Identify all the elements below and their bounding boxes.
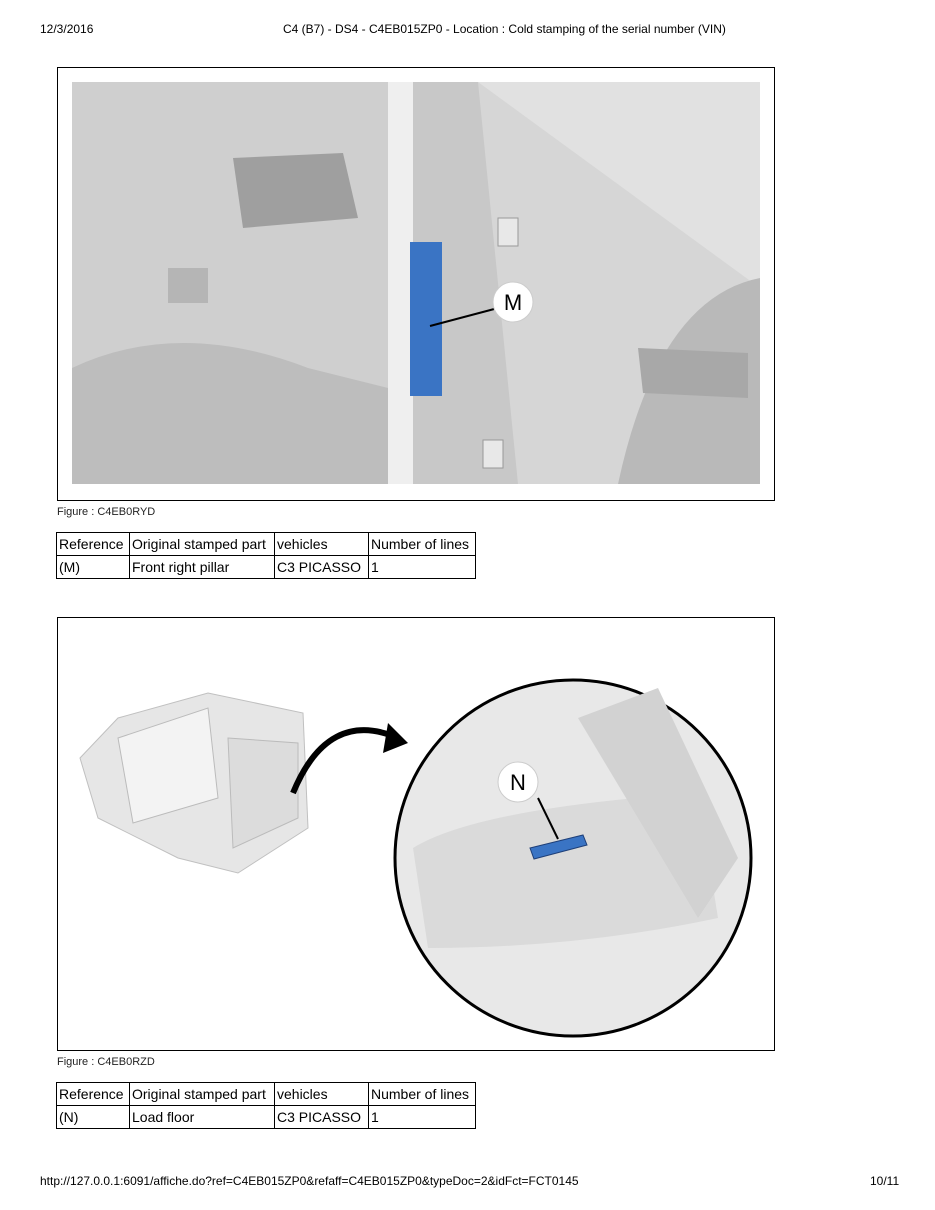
cell-stamped-part: Load floor <box>130 1106 275 1129</box>
header-reference: Reference <box>57 533 130 556</box>
page-number: 10/11 <box>870 1174 900 1188</box>
reference-table <box>56 1082 476 1129</box>
print-date: 12/3/2016 <box>40 22 94 36</box>
figure-front-right-pillar <box>57 67 775 501</box>
figure-load-floor <box>57 617 775 1051</box>
callout-m: M <box>503 290 523 315</box>
page-url: http://127.0.0.1:6091/affiche.do?ref=C4EB015ZP0&refaff=C4EB015ZP0&typeDoc=2&idFct=FCT0145 <box>40 1174 579 1188</box>
stamping-zone-m <box>410 242 442 396</box>
table-header-row <box>57 533 476 556</box>
header-number-of-lines: Number of lines <box>369 1083 476 1106</box>
header-stamped-part: Original stamped part <box>130 1083 275 1106</box>
cell-stamped-part: Front right pillar <box>130 556 275 579</box>
reference-table <box>56 532 476 579</box>
header-vehicles: vehicles <box>275 1083 369 1106</box>
page-title: C4 (B7) - DS4 - C4EB015ZP0 - Location : Cold stamping of the serial number (VIN) <box>283 22 726 36</box>
load-floor-illustration <box>58 618 774 1050</box>
cell-reference: (M) <box>57 556 130 579</box>
cell-vehicles: C3 PICASSO <box>275 556 369 579</box>
table-row <box>57 1106 476 1129</box>
header-number-of-lines: Number of lines <box>369 533 476 556</box>
pillar-illustration <box>58 68 774 500</box>
figure-caption: Figure : C4EB0RYD <box>57 506 156 518</box>
figure-caption: Figure : C4EB0RZD <box>57 1056 155 1068</box>
cell-number-of-lines: 1 <box>369 556 476 579</box>
table-row <box>57 556 476 579</box>
header-reference: Reference <box>57 1083 130 1106</box>
table-header-row <box>57 1083 476 1106</box>
callout-n: N <box>510 770 526 795</box>
header-vehicles: vehicles <box>275 533 369 556</box>
car-body-icon <box>80 693 308 873</box>
cell-reference: (N) <box>57 1106 130 1129</box>
cell-number-of-lines: 1 <box>369 1106 476 1129</box>
arrow-icon <box>293 730 398 793</box>
cell-vehicles: C3 PICASSO <box>275 1106 369 1129</box>
header-stamped-part: Original stamped part <box>130 533 275 556</box>
